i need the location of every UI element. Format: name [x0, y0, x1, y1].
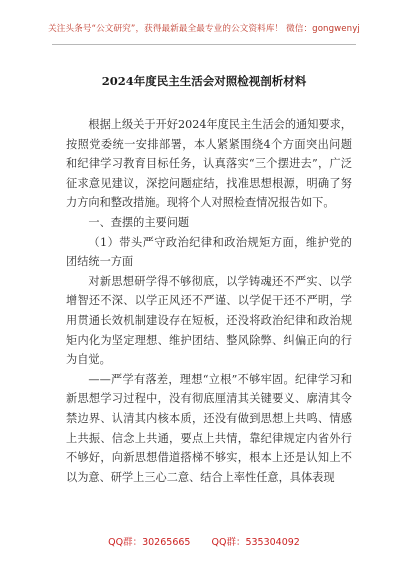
header-divider: [52, 44, 356, 45]
document-body: [66, 115, 352, 487]
footer-qq-group-2: QQ群：535304092: [211, 537, 300, 548]
section-heading: 一、查摆的主要问题: [88, 215, 190, 229]
body-paragraph: ——严学有落差，理想“立根”不够牢固。纪律学习和新思想学习过程中，没有彻底厘清其关键要义、廓清其令禁边界、认清其内核本质，还没有做到思想上共鸣、情感上共振、信念上共通，要点上共情，靠纪律规定内省外行不够好，向新思想借道搭梯不够实，根本上还是认知上不以为意、研学上三心二意、结合上率性任意，具体表现: [66, 372, 352, 484]
intro-paragraph: 根据上级关于开好2024年度民主生活会的通知要求，按照党委统一安排部署，本人紧紧围绕4个方面突出问题和纪律学习教育目标任务，认真落实“三个摆进去”，广泛征求意见建议，深挖问题症结，找准思想根源，明确了努力方向和整改措施。现将个人对照检查情况报告如下。: [66, 118, 352, 210]
subsection-heading: （1）带头严守政治纪律和政治规矩方面，维护党的团结统一方面: [66, 235, 352, 269]
body-paragraph: 对新思想研学得不够彻底，以学铸魂还不严实、以学增智还不深、以学正风还不严谨、以学促干还不严明，学用贯通长效机制建设存在短板，还没将政治纪律和政治规矩内化为坚定理想、维护团结、整风除弊、纠偏正向的行为自觉。: [66, 274, 352, 367]
footer: [0, 534, 408, 548]
document-title: 2024年度民主生活会对照检视剖析材料: [101, 74, 307, 88]
header-banner: 关注头条号“公文研究”，获得最新最全最专业的公文资料库！ 微信：gongwenyj: [48, 24, 360, 34]
footer-qq-group-1: QQ群：30265665: [108, 537, 191, 548]
